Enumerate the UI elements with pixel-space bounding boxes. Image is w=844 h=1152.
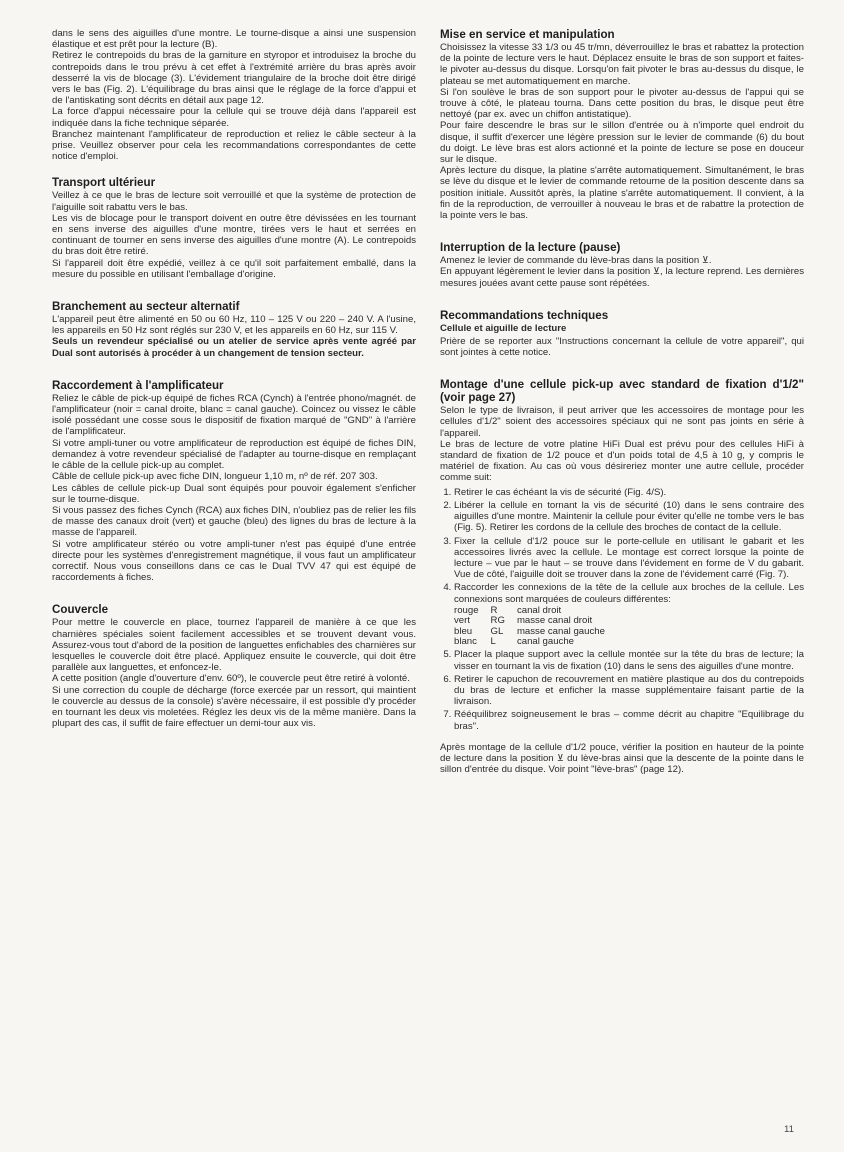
couvercle-paragraph: A cette position (angle d'ouverture d'env. 60º), le couvercle peut être retiré à volonté.: [52, 673, 410, 685]
list-item: [454, 674, 804, 708]
montage-steps-list: [440, 487, 804, 732]
recommandations-paragraph: Prière de se reporter aux "Instructions concernant la cellule de votre appareil", qui sont jointes à cette notice.: [440, 335, 804, 359]
step-text: Placer la plaque support avec la cellule montée sur la tête du bras de lecture; la visser en tournant la vis de fixation (10) dans le sens des aiguilles d'une montre.: [454, 649, 804, 672]
step-text: Rééquilibrez soigneusement le bras – comme décrit au chapitre "Equilibrage du bras".: [454, 709, 804, 732]
section-title-interruption: Interruption de la lecture (pause): [440, 241, 621, 255]
table-row: [454, 637, 617, 647]
list-item: [454, 709, 804, 731]
raccordement-paragraph: Les câbles de cellule pick-up Dual sont équipés pour pouvoir également s'enficher sur le tourne-disque.: [52, 482, 416, 505]
raccordement-paragraph: Si votre amplificateur stéréo ou votre ampli-tuner n'est pas équipé d'une entrée directe pour les systèmes d'enregistrement magnétique, il vous faut un amplificateur correctif. Nous vous conseillons dans ce cas le Dual TVV 47 qui est équipé de raccordements à fiches.: [52, 538, 416, 584]
raccordement-paragraph: Reliez le câble de pick-up équipé de fiches RCA (Cynch) à l'entrée phono/magnét. de l'amplificateur (noir = canal droite, blanc = canal gauche). Coincez ou vissez le câble isolé possédant une cosse sous le dispositif de fixation marqué de "GND" à l'arrière de l'amplificateur.: [52, 392, 416, 438]
connection-code: R: [490, 604, 498, 616]
section-title-recommandations: Recommandations techniques: [440, 308, 609, 322]
connection-code: RG: [490, 615, 505, 627]
section-title-mise-en-service: Mise en service et manipulation: [440, 28, 615, 41]
connection-color: rouge: [454, 604, 479, 616]
raccordement-paragraph: Si vous passez des fiches Cynch (RCA) aux fiches DIN, n'oubliez pas de relier les fils de masse des canaux droit (vert) et gauche (bleu) des lignes du bras de lecture à la masse de l'appareil.: [52, 504, 416, 539]
connection-color: blanc: [454, 635, 477, 647]
intro-paragraph: Branchez maintenant l'amplificateur de reproduction et reliez le câble secteur à la prise. Veuillez observer pour cela les recommandations correspondantes de cette notice d'emploi.: [52, 128, 416, 163]
section-title-transport: Transport ultérieur: [52, 176, 156, 190]
raccordement-paragraph: Câble de cellule pick-up avec fiche DIN, longueur 1,10 m, nº de réf. 207 303.: [52, 471, 378, 483]
subsection-title-cellule: Cellule et aiguille de lecture: [440, 322, 567, 334]
list-item: [454, 536, 804, 581]
montage-paragraph: Selon le type de livraison, il peut arriver que les accessoires de montage pour les cellules d'1/2" soient des accessoires spéciaux qui ne sont pas joints en série à l'appareil.: [440, 405, 804, 439]
mise-paragraph: Pour faire descendre le bras sur le sillon d'entrée ou à n'importe quel endroit du disque, il suffit d'exercer une légère pression sur le levier de commande (6) du bout du doigt. Le lève bras est alors actionné et la pointe de lecture se pose en douceur sur le disque.: [440, 120, 804, 166]
connection-desc: masse canal droit: [516, 615, 593, 627]
couvercle-paragraph: Si une correction du couple de décharge (force exercée par un ressort, qui maintient le couvercle au dessus de la console) s'avère nécessaire, il est possible d'y procéder en tournant les deux vis moletées. Réglez les deux vis de la même manière. Dans la plupart des cas, il suffit de faire effectuer un demi-tour aux vis.: [52, 684, 416, 730]
list-item: [454, 500, 804, 534]
left-column: [52, 28, 416, 729]
step-text: Raccorder les connexions de la tête de la cellule aux broches de la cellule. Les connexions sont marquées de couleurs différentes:: [454, 582, 804, 605]
step-text: Fixer la cellule d'1/2 pouce sur le porte-cellule en utilisant le gabarit et les accessoires livrés avec la cellule. Le montage est correct lorsque la pointe de lecture – vue par le haut – se trouve dans l'évidement en forme de V du gabarit. Vue de côté, l'aiguille doit se trouver dans la zone de l'évidement carré (Fig. 7).: [454, 535, 804, 581]
connection-color: bleu: [454, 625, 473, 637]
transport-paragraph: Si l'appareil doit être expédié, veillez à ce qu'il soit parfaitement emballé, dans la mesure du possible en utilisant l'emballage d'origine.: [52, 257, 416, 280]
right-column: [440, 28, 804, 775]
intro-paragraph: dans le sens des aiguilles d'une montre. Le tourne-disque a ainsi une suspension élastique et est prêt pour la lecture (B).: [52, 28, 416, 51]
branchement-warning: Seuls un revendeur spécialisé ou un atelier de service après vente agréé par Dual sont autorisés à procéder à un changement de tension secteur.: [52, 336, 416, 359]
section-title-couvercle: Couvercle: [52, 603, 109, 617]
connection-desc: canal gauche: [516, 635, 575, 647]
list-item: [454, 582, 804, 647]
montage-paragraph: Le bras de lecture de votre platine HiFi Dual est prévu pour des cellules HiFi à standard de fixation de 1/2 pouce et d'un poids total de 4,5 à 10 g, y compris le matériel de fixation. Au cas où vous désireriez monter une autre cellule, procéder comme suit:: [440, 438, 804, 484]
list-item: [454, 649, 804, 671]
step-text: Libérer la cellule en tornant la vis de sécurité (10) dans le sens contraire des aiguilles d'une montre. Maintenir la cellule pour éviter qu'elle ne tombe vers le bas (Fig. 5). Retirer les cordons de la cellule des broches de contact de la cellule.: [454, 499, 804, 534]
intro-paragraph: La force d'appui nécessaire pour la cellule qui se trouve déjà dans l'appareil est indiquée dans la fiche technique séparée.: [52, 106, 416, 129]
intro-paragraph: Retirez le contrepoids du bras de la garniture en styropor et introduisez la broche du contrepoids dans le trou prévu à cet effet à l'extrémité arrière du bras après avoir desserré la vis de blocage (3). L'évidement triangulaire de la broche doit être dirigé vers le bas (Fig. 2). L'équilibrage du bras ainsi que le réglage de la force d'appui et de l'antiskating sont décrits en détail aux page 12.: [52, 50, 416, 107]
list-item: [454, 487, 804, 498]
transport-paragraph: Veillez à ce que le bras de lecture soit verrouillé et que la système de protection de l'aiguille soit rabattu vers le bas.: [52, 190, 416, 213]
interruption-paragraph: Amenez le levier de commande du lève-bras dans la position ⊻.: [440, 255, 712, 267]
connection-desc: canal droit: [516, 604, 562, 616]
connection-color: vert: [454, 615, 470, 627]
couvercle-paragraph: Pour mettre le couvercle en place, tournez l'appareil de manière à ce que les charnières spéciales soient facilement accessibles et se trouvent devant vous. Assurez-vous tout d'abord de la position de languettes enfichables des charnières sur lesquelles le couvercle doit être placé. Appliquez ensuite le couvercle, qui doit être parallèle aux languettes, et enfoncez-le.: [52, 617, 416, 674]
interruption-paragraph: En appuyant légèrement le levier dans la position ⊻, la lecture reprend. Les dernières mesures jouées avant cette pause sont répétées.: [440, 266, 804, 289]
step-text: Retirer le cas échéant la vis de sécurité (Fig. 4/S).: [454, 486, 667, 498]
section-title-branchement: Branchement au secteur alternatif: [52, 300, 240, 314]
table-row: [454, 616, 617, 626]
montage-closing-paragraph: Après montage de la cellule d'1/2 pouce, vérifier la position en hauteur de la pointe de lecture dans la position ⊻ du lève-bras ainsi que la descente de la pointe dans le sillon d'entrée du disque. Voir point "lève-bras" (page 12).: [440, 741, 804, 776]
branchement-paragraph: L'appareil peut être alimenté en 50 ou 60 Hz, 110 – 125 V ou 220 – 240 V. A l'usine, les appareils en 50 Hz sont réglés sur 230 V, et les appareils en 60 Hz, sur 115 V.: [52, 314, 416, 337]
step-text: Retirer le capuchon de recouvrement en matière plastique au dos du contrepoids du bras de lecture et enficher la masse supplémentaire faisant partie de la livraison.: [454, 673, 804, 708]
section-title-raccordement: Raccordement à l'amplificateur: [52, 378, 224, 392]
connection-desc: masse canal gauche: [516, 625, 605, 637]
connection-code: GL: [490, 625, 504, 637]
mise-paragraph: Si l'on soulève le bras de son support pour le pivoter au-dessus de l'appui qui se trouve à côté, le plateau tourna. Dans cette position du bras, le disque peut être nettoyé (par ex. avec un chiffon antistatique).: [440, 86, 804, 121]
mise-paragraph: Choisissez la vitesse 33 1/3 ou 45 tr/mn, déverrouillez le bras et rabattez la protection de la pointe de lecture vers le haut. Déplacez ensuite le bras de son support et faites-le pivoter au-dessus du disque. Lorsqu'on fait pivoter le bras au-dessus du disque, le plateau se met automatiquement en marche.: [440, 42, 804, 87]
raccordement-paragraph: Si votre ampli-tuner ou votre amplificateur de reproduction est équipé de fiches DIN, demandez à votre revendeur spécialisé de l'adapter au tourne-disque en remplaçant le câble de la cellule pick-up au complet.: [52, 437, 416, 472]
connection-color-table: [454, 606, 617, 648]
page-number: 11: [784, 1124, 794, 1135]
mise-paragraph: Après lecture du disque, la platine s'arrête automatiquement. Simultanément, le bras se lève du disque et le levier de commande retourne de la position descente dans sa position initiale. Aussitôt après, la platine s'arrête automatiquement. Il convient, à la fin de la reproduction, de verrouiller à nouveau le bras et de rabattre la protection de la pointe vers le bas.: [440, 165, 804, 222]
connection-code: L: [490, 635, 496, 647]
transport-paragraph: Les vis de blocage pour le transport doivent en outre être dévissées en les tournant en sens inverse des aiguilles d'une montre, tirées vers le haut et serrées en continuant de tourner en sens inverse des aiguilles d'une montre (A). Le contrepoids du bras doit être retiré.: [52, 212, 416, 258]
section-title-montage: Montage d'une cellule pick-up avec standard de fixation d'1/2" (voir page 27): [440, 378, 804, 405]
